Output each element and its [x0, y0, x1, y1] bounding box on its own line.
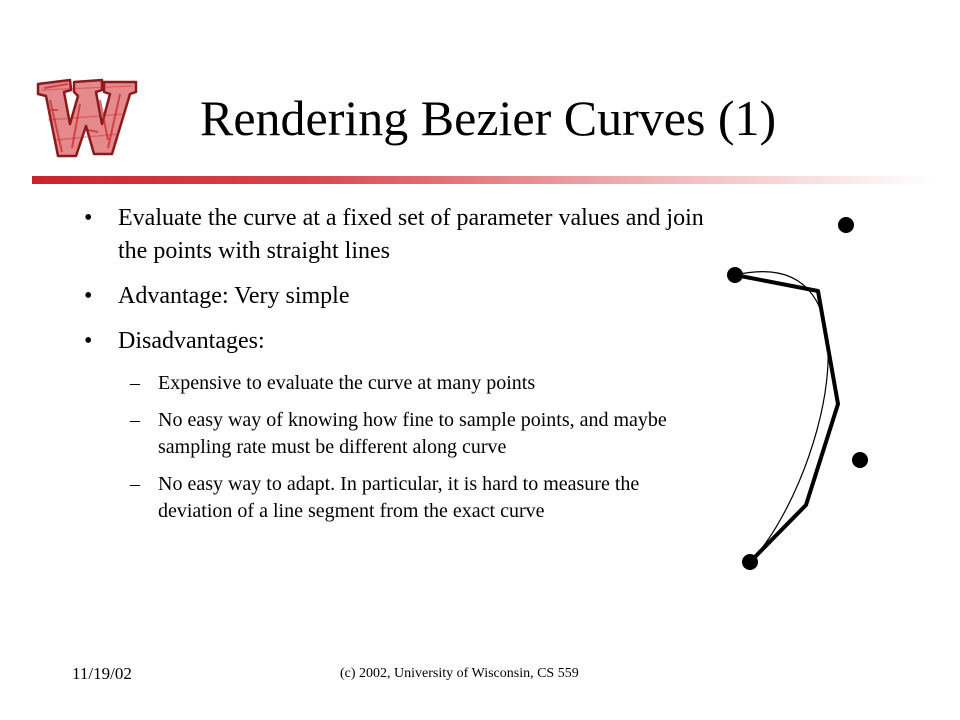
control-point [727, 267, 743, 283]
sub-bullet-item [78, 471, 718, 525]
sub-bullet-item [78, 370, 718, 397]
slide-title: Rendering Bezier Curves (1) [200, 90, 777, 146]
control-point [742, 554, 758, 570]
sub-bullet-text: No easy way of knowing how fine to sample points, and maybe sampling rate must be different along curve [158, 409, 667, 458]
bullet-text: Evaluate the curve at a fixed set of parameter values and join the points with straight lines [118, 205, 704, 264]
bullet-text: Advantage: Very simple [118, 283, 350, 309]
sub-bullet-text: No easy way to adapt. In particular, it is hard to measure the deviation of a line segment from the exact curve [158, 473, 640, 522]
bullet-item [78, 280, 718, 313]
title-divider [32, 176, 932, 184]
footer-date: 11/19/02 [72, 664, 132, 683]
sub-bullet-item [78, 407, 718, 461]
bullet-marker: • [84, 283, 93, 309]
sub-bullet-marker: – [130, 372, 140, 394]
control-point [838, 217, 854, 233]
sub-bullet-text: Expensive to evaluate the curve at many points [158, 372, 536, 394]
wisconsin-w-logo-icon [28, 70, 146, 162]
sub-bullet-marker: – [130, 473, 140, 495]
bullet-marker: • [84, 328, 93, 354]
bullet-item [78, 325, 718, 358]
approximating-polyline [735, 275, 838, 562]
bullet-list [78, 202, 718, 535]
footer-copyright: (c) 2002, University of Wisconsin, CS 559 [340, 666, 579, 681]
sub-bullet-marker: – [130, 409, 140, 431]
bezier-curve-figure [700, 200, 920, 590]
bullet-text: Disadvantages: [118, 328, 265, 354]
bullet-marker: • [84, 205, 93, 231]
bullet-item [78, 202, 718, 268]
bezier-curve [735, 272, 828, 562]
control-point [852, 452, 868, 468]
